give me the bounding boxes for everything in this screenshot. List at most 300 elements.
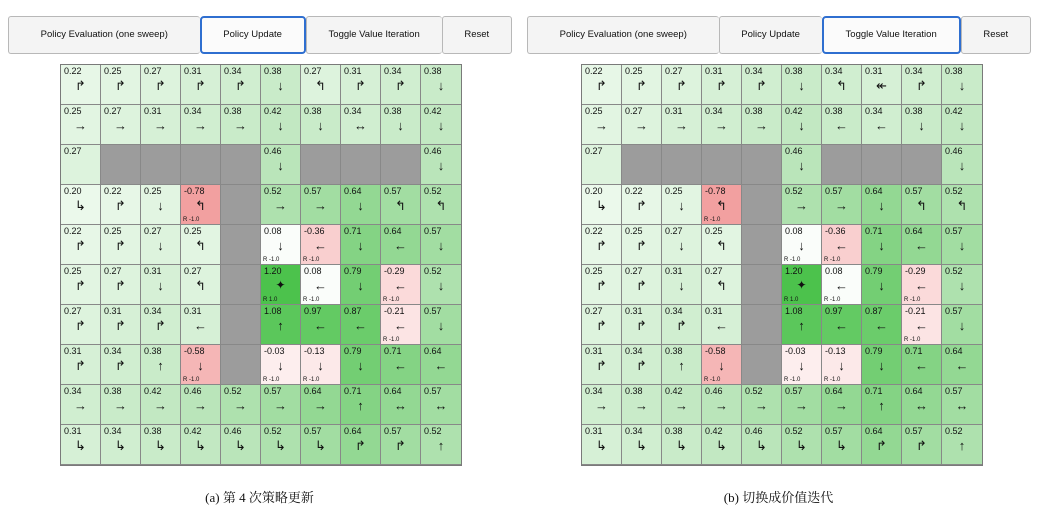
toolbar-button-2[interactable]: Toggle Value Iteration — [822, 16, 961, 54]
cell-value: 0.52 — [785, 426, 803, 436]
grid-cell-wall[interactable] — [181, 145, 221, 185]
grid-cell[interactable] — [381, 425, 421, 465]
policy-arrow-icon: → — [74, 398, 87, 413]
cell-value: -0.58 — [184, 346, 205, 356]
grid-cell[interactable] — [221, 425, 261, 465]
grid-cell[interactable] — [301, 105, 341, 145]
cell-value: 0.31 — [184, 66, 202, 76]
cell-value: 0.57 — [384, 186, 402, 196]
grid-cell[interactable] — [822, 105, 862, 145]
grid-cell[interactable] — [421, 145, 461, 185]
grid-cell[interactable] — [101, 65, 141, 105]
grid-cell-wall[interactable] — [341, 145, 381, 185]
grid-cell[interactable] — [662, 345, 702, 385]
grid-cell-wall[interactable] — [221, 265, 261, 305]
grid-cell[interactable] — [942, 225, 982, 265]
policy-arrow-icon: ← — [835, 318, 848, 333]
grid-cell[interactable] — [261, 65, 301, 105]
grid-cell[interactable] — [261, 345, 301, 385]
grid-cell[interactable] — [61, 305, 101, 345]
grid-cell[interactable] — [141, 345, 181, 385]
grid-cell[interactable] — [942, 145, 982, 185]
grid-cell[interactable] — [61, 65, 101, 105]
cell-value: 0.38 — [625, 386, 643, 396]
gridworld-left[interactable] — [60, 64, 462, 466]
policy-arrow-icon: ↓ — [798, 238, 805, 253]
cell-value: 1.20 — [785, 266, 803, 276]
grid-cell[interactable] — [141, 105, 181, 145]
grid-cell[interactable] — [622, 265, 662, 305]
grid-cell[interactable] — [622, 185, 662, 225]
grid-cell[interactable] — [942, 385, 982, 425]
grid-cell[interactable] — [301, 305, 341, 345]
grid-cell[interactable] — [822, 65, 862, 105]
policy-arrow-icon: ↱ — [115, 318, 126, 333]
policy-arrow-icon: ← — [915, 318, 928, 333]
grid-cell[interactable] — [181, 225, 221, 265]
grid-cell-wall[interactable] — [902, 145, 942, 185]
grid-cell-wall[interactable] — [662, 145, 702, 185]
grid-cell[interactable] — [341, 425, 381, 465]
grid-cell-wall[interactable] — [221, 185, 261, 225]
cell-value: 0.57 — [945, 226, 963, 236]
grid-cell[interactable] — [662, 185, 702, 225]
grid-cell[interactable] — [141, 305, 181, 345]
grid-cell[interactable] — [61, 385, 101, 425]
grid-cell[interactable] — [381, 305, 421, 345]
grid-cell[interactable] — [622, 225, 662, 265]
grid-cell-wall[interactable] — [742, 345, 782, 385]
grid-cell[interactable] — [782, 265, 822, 305]
grid-cell[interactable] — [942, 65, 982, 105]
grid-cell[interactable] — [421, 385, 461, 425]
cell-value: 0.57 — [264, 386, 282, 396]
grid-cell[interactable] — [902, 65, 942, 105]
grid-cell[interactable] — [301, 345, 341, 385]
grid-cell[interactable] — [702, 105, 742, 145]
cell-value: 0.38 — [144, 426, 162, 436]
policy-arrow-icon: ↱ — [636, 238, 647, 253]
grid-cell[interactable] — [662, 265, 702, 305]
grid-cell-wall[interactable] — [742, 185, 782, 225]
toolbar-button-1[interactable]: Policy Update — [719, 16, 822, 54]
policy-arrow-icon: ↱ — [876, 438, 887, 453]
policy-arrow-icon: ↓ — [958, 238, 966, 253]
cell-value: 0.42 — [424, 106, 442, 116]
grid-cell[interactable] — [381, 105, 421, 145]
grid-cell[interactable] — [261, 305, 301, 345]
cell-value: 0.57 — [304, 186, 322, 196]
grid-cell[interactable] — [221, 105, 261, 145]
cell-value: 0.25 — [585, 266, 603, 276]
cell-value: 0.25 — [705, 226, 723, 236]
grid-cell[interactable] — [261, 425, 301, 465]
cell-value: 0.27 — [144, 226, 162, 236]
cell-value: 0.64 — [865, 186, 883, 196]
grid-cell[interactable] — [862, 345, 902, 385]
grid-cell[interactable] — [582, 65, 622, 105]
policy-arrow-icon: ↱ — [235, 78, 246, 93]
grid-cell[interactable] — [341, 185, 381, 225]
grid-cell[interactable] — [301, 65, 341, 105]
toolbar-button-0[interactable]: Policy Evaluation (one sweep) — [8, 16, 200, 54]
grid-cell-wall[interactable] — [622, 145, 662, 185]
grid-cell-wall[interactable] — [742, 305, 782, 345]
grid-cell[interactable] — [181, 105, 221, 145]
toolbar-button-2[interactable]: Toggle Value Iteration — [306, 16, 442, 54]
grid-cell[interactable] — [421, 425, 461, 465]
policy-arrow-icon: ↰ — [916, 198, 927, 213]
grid-cell[interactable] — [702, 265, 742, 305]
toolbar-button-3[interactable]: Reset — [961, 16, 1031, 54]
grid-cell[interactable] — [141, 65, 181, 105]
grid-cell[interactable] — [902, 265, 942, 305]
grid-cell[interactable] — [902, 425, 942, 465]
grid-cell[interactable] — [141, 225, 181, 265]
grid-cell[interactable] — [702, 185, 742, 225]
toolbar-button-0[interactable]: Policy Evaluation (one sweep) — [527, 16, 719, 54]
policy-arrow-icon: ↰ — [716, 238, 727, 253]
grid-cell[interactable] — [862, 425, 902, 465]
policy-arrow-icon: ↓ — [157, 238, 164, 253]
grid-cell[interactable] — [61, 345, 101, 385]
grid-cell[interactable] — [902, 345, 942, 385]
grid-cell[interactable] — [862, 305, 902, 345]
policy-arrow-icon: → — [114, 398, 127, 413]
grid-cell[interactable] — [822, 305, 862, 345]
cell-value: 0.38 — [384, 106, 402, 116]
grid-cell[interactable] — [341, 305, 381, 345]
grid-cell[interactable] — [622, 305, 662, 345]
grid-cell[interactable] — [782, 305, 822, 345]
grid-cell[interactable] — [61, 225, 101, 265]
grid-cell[interactable] — [381, 65, 421, 105]
grid-cell-wall[interactable] — [221, 225, 261, 265]
grid-cell-wall[interactable] — [381, 145, 421, 185]
grid-cell[interactable] — [902, 225, 942, 265]
cell-reward-label: R 1.0 — [263, 297, 278, 303]
grid-cell-wall[interactable] — [742, 265, 782, 305]
grid-cell-wall[interactable] — [221, 145, 261, 185]
grid-cell-wall[interactable] — [742, 145, 782, 185]
cell-value: 0.27 — [304, 66, 322, 76]
policy-arrow-icon: → — [715, 118, 728, 133]
grid-cell[interactable] — [61, 425, 101, 465]
grid-cell[interactable] — [822, 385, 862, 425]
grid-cell[interactable] — [301, 225, 341, 265]
grid-cell[interactable] — [421, 265, 461, 305]
grid-cell-wall[interactable] — [862, 145, 902, 185]
cell-value: 0.38 — [665, 426, 683, 436]
cell-value: 0.08 — [785, 226, 803, 236]
policy-arrow-icon: → — [715, 398, 728, 413]
grid-cell[interactable] — [702, 425, 742, 465]
grid-cell[interactable] — [101, 105, 141, 145]
grid-cell[interactable] — [622, 425, 662, 465]
cell-value: 0.25 — [585, 106, 603, 116]
cell-value: 0.42 — [705, 426, 723, 436]
grid-cell[interactable] — [301, 425, 341, 465]
grid-cell[interactable] — [141, 385, 181, 425]
grid-cell[interactable] — [141, 185, 181, 225]
policy-arrow-icon: ← — [835, 118, 848, 133]
policy-arrow-icon: ← — [394, 318, 407, 333]
grid-cell[interactable] — [702, 65, 742, 105]
cell-value: 0.57 — [384, 426, 402, 436]
policy-arrow-icon: → — [314, 398, 327, 413]
grid-cell[interactable] — [61, 185, 101, 225]
grid-cell[interactable] — [381, 185, 421, 225]
grid-cell[interactable] — [181, 345, 221, 385]
policy-arrow-icon: ← — [394, 238, 407, 253]
grid-cell[interactable] — [141, 425, 181, 465]
grid-cell[interactable] — [101, 345, 141, 385]
policy-arrow-icon: → — [795, 198, 808, 213]
gridworld-right[interactable] — [581, 64, 983, 466]
grid-cell[interactable] — [341, 105, 381, 145]
grid-cell[interactable] — [582, 145, 622, 185]
grid-cell[interactable] — [662, 225, 702, 265]
grid-cell[interactable] — [421, 65, 461, 105]
policy-arrow-icon: ↱ — [596, 78, 607, 93]
cell-value: 0.22 — [104, 186, 122, 196]
grid-cell-wall[interactable] — [221, 305, 261, 345]
policy-arrow-icon: ← — [875, 318, 888, 333]
grid-cell[interactable] — [261, 265, 301, 305]
grid-cell[interactable] — [862, 385, 902, 425]
grid-cell[interactable] — [742, 105, 782, 145]
policy-arrow-icon: ↱ — [115, 358, 126, 373]
grid-cell[interactable] — [622, 385, 662, 425]
grid-cell[interactable] — [822, 225, 862, 265]
grid-cell[interactable] — [261, 225, 301, 265]
cell-value: 0.34 — [865, 106, 883, 116]
grid-cell[interactable] — [822, 185, 862, 225]
grid-cell[interactable] — [662, 305, 702, 345]
grid-cell[interactable] — [101, 225, 141, 265]
grid-cell[interactable] — [261, 385, 301, 425]
grid-cell[interactable] — [782, 145, 822, 185]
grid-cell[interactable] — [582, 225, 622, 265]
cell-value: 0.57 — [825, 426, 843, 436]
grid-cell-wall[interactable] — [301, 145, 341, 185]
grid-cell[interactable] — [221, 385, 261, 425]
grid-cell[interactable] — [862, 265, 902, 305]
policy-arrow-icon: ↓ — [878, 198, 885, 213]
grid-cell[interactable] — [181, 305, 221, 345]
policy-arrow-icon: ↓ — [317, 118, 324, 133]
grid-cell[interactable] — [822, 265, 862, 305]
policy-arrow-icon: ↳ — [115, 438, 126, 453]
cell-value: 0.34 — [344, 106, 362, 116]
cell-value: 0.20 — [64, 186, 82, 196]
grid-cell[interactable] — [381, 265, 421, 305]
grid-cell-wall[interactable] — [822, 145, 862, 185]
cell-value: -0.13 — [825, 346, 846, 356]
grid-cell-wall[interactable] — [742, 225, 782, 265]
grid-cell[interactable] — [702, 225, 742, 265]
grid-cell[interactable] — [742, 385, 782, 425]
grid-cell[interactable] — [261, 185, 301, 225]
grid-cell[interactable] — [622, 105, 662, 145]
cell-value: 0.34 — [625, 426, 643, 436]
grid-cell[interactable] — [341, 265, 381, 305]
grid-cell[interactable] — [902, 305, 942, 345]
grid-cell[interactable] — [341, 345, 381, 385]
policy-arrow-icon: ↰ — [836, 78, 847, 93]
policy-arrow-icon: ↱ — [75, 358, 86, 373]
grid-cell[interactable] — [862, 185, 902, 225]
grid-cell[interactable] — [381, 345, 421, 385]
cell-reward-label: R -1.0 — [824, 257, 841, 263]
cell-value: 0.64 — [344, 426, 362, 436]
grid-cell[interactable] — [181, 265, 221, 305]
grid-cell[interactable] — [702, 345, 742, 385]
policy-arrow-icon: ↓ — [437, 318, 445, 333]
policy-arrow-icon: ↓ — [878, 238, 885, 253]
toolbar-button-1[interactable]: Policy Update — [200, 16, 306, 54]
grid-cell[interactable] — [822, 425, 862, 465]
grid-cell[interactable] — [662, 385, 702, 425]
grid-cell[interactable] — [742, 65, 782, 105]
grid-cell[interactable] — [782, 225, 822, 265]
policy-arrow-icon: ↓ — [157, 278, 164, 293]
grid-cell[interactable] — [742, 425, 782, 465]
cell-value: 0.42 — [945, 106, 963, 116]
grid-cell[interactable] — [61, 265, 101, 305]
grid-cell[interactable] — [782, 105, 822, 145]
grid-cell[interactable] — [862, 65, 902, 105]
policy-arrow-icon: ← — [394, 278, 407, 293]
cell-value: -0.78 — [705, 186, 726, 196]
grid-cell[interactable] — [582, 105, 622, 145]
grid-cell[interactable] — [341, 385, 381, 425]
policy-arrow-icon: ↳ — [75, 198, 86, 213]
grid-cell[interactable] — [381, 385, 421, 425]
policy-arrow-icon: ↓ — [838, 358, 845, 373]
grid-cell[interactable] — [421, 225, 461, 265]
grid-cell[interactable] — [582, 425, 622, 465]
cell-value: 0.27 — [104, 106, 122, 116]
caption-right: (b) 切换成价值迭代 — [723, 490, 834, 505]
grid-cell[interactable] — [942, 425, 982, 465]
cell-value: 0.34 — [705, 106, 723, 116]
grid-cell[interactable] — [662, 105, 702, 145]
grid-cell[interactable] — [381, 225, 421, 265]
policy-arrow-icon: ↱ — [75, 318, 86, 333]
grid-cell[interactable] — [782, 185, 822, 225]
policy-arrow-icon: ↰ — [395, 198, 406, 213]
grid-cell[interactable] — [181, 425, 221, 465]
grid-cell[interactable] — [582, 265, 622, 305]
grid-cell[interactable] — [782, 385, 822, 425]
grid-cell[interactable] — [942, 265, 982, 305]
grid-cell[interactable] — [902, 385, 942, 425]
grid-cell[interactable] — [141, 265, 181, 305]
grid-cell[interactable] — [862, 225, 902, 265]
grid-cell[interactable] — [582, 345, 622, 385]
grid-cell[interactable] — [942, 105, 982, 145]
grid-cell[interactable] — [101, 265, 141, 305]
grid-cell[interactable] — [421, 305, 461, 345]
grid-cell[interactable] — [301, 385, 341, 425]
grid-cell[interactable] — [101, 425, 141, 465]
grid-cell[interactable] — [181, 185, 221, 225]
grid-cell[interactable] — [942, 345, 982, 385]
grid-cell[interactable] — [582, 305, 622, 345]
grid-cell[interactable] — [702, 385, 742, 425]
grid-cell[interactable] — [181, 65, 221, 105]
policy-arrow-icon: ↓ — [798, 118, 805, 133]
grid-cell[interactable] — [902, 105, 942, 145]
grid-cell[interactable] — [582, 185, 622, 225]
grid-cell[interactable] — [942, 185, 982, 225]
cell-value: 0.57 — [424, 226, 442, 236]
cell-value: 0.57 — [905, 186, 923, 196]
cell-value: 0.31 — [104, 306, 122, 316]
grid-cell[interactable] — [301, 185, 341, 225]
policy-arrow-icon: ↱ — [115, 198, 126, 213]
grid-cell[interactable] — [181, 385, 221, 425]
grid-cell[interactable] — [421, 345, 461, 385]
grid-cell-wall[interactable] — [702, 145, 742, 185]
grid-cell[interactable] — [702, 305, 742, 345]
grid-cell[interactable] — [782, 425, 822, 465]
grid-cell[interactable] — [782, 65, 822, 105]
policy-arrow-icon: ↱ — [155, 318, 166, 333]
policy-arrow-icon: → — [595, 118, 608, 133]
grid-cell-wall[interactable] — [141, 145, 181, 185]
policy-arrow-icon: ↰ — [716, 278, 727, 293]
grid-cell[interactable] — [582, 385, 622, 425]
cell-value: 0.87 — [344, 306, 362, 316]
grid-cell[interactable] — [622, 65, 662, 105]
toolbar-button-3[interactable]: Reset — [442, 16, 512, 54]
grid-cell[interactable] — [101, 305, 141, 345]
grid-cell[interactable] — [421, 105, 461, 145]
grid-cell[interactable] — [341, 225, 381, 265]
policy-arrow-icon: ↑ — [157, 358, 164, 373]
cell-value: 0.31 — [184, 306, 202, 316]
policy-arrow-icon: ↓ — [277, 238, 284, 253]
cell-value: 0.31 — [625, 306, 643, 316]
grid-cell[interactable] — [61, 105, 101, 145]
grid-cell[interactable] — [662, 65, 702, 105]
grid-cell[interactable] — [221, 65, 261, 105]
grid-cell[interactable] — [101, 385, 141, 425]
grid-cell[interactable] — [862, 105, 902, 145]
grid-cell[interactable] — [61, 145, 101, 185]
grid-cell[interactable] — [301, 265, 341, 305]
grid-cell-wall[interactable] — [221, 345, 261, 385]
grid-cell-wall[interactable] — [101, 145, 141, 185]
policy-arrow-icon: ↱ — [716, 78, 727, 93]
policy-arrow-icon: ↑ — [437, 438, 445, 453]
grid-cell[interactable] — [942, 305, 982, 345]
cell-value: 0.34 — [144, 306, 162, 316]
grid-cell[interactable] — [261, 105, 301, 145]
grid-cell[interactable] — [341, 65, 381, 105]
grid-cell[interactable] — [902, 185, 942, 225]
grid-cell[interactable] — [421, 185, 461, 225]
grid-cell[interactable] — [822, 345, 862, 385]
grid-cell[interactable] — [622, 345, 662, 385]
cell-value: 0.25 — [64, 266, 82, 276]
grid-cell[interactable] — [662, 425, 702, 465]
grid-cell[interactable] — [101, 185, 141, 225]
grid-cell[interactable] — [782, 345, 822, 385]
grid-cell[interactable] — [261, 145, 301, 185]
